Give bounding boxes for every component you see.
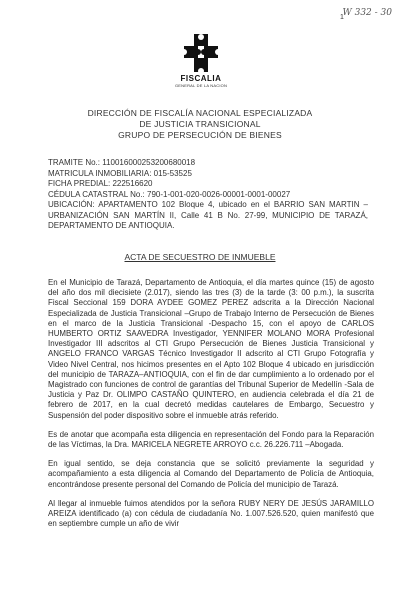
header-line-1: DIRECCIÓN DE FISCALÍA NACIONAL ESPECIALIZADA bbox=[87, 108, 313, 118]
handwritten-note: W 332 - 30 bbox=[342, 8, 392, 18]
header-line-3: GRUPO DE PERSECUCIÓN DE BIENES bbox=[118, 130, 282, 140]
logo-subtitle: GENERAL DE LA NACION bbox=[174, 83, 228, 88]
page-number: 1 bbox=[340, 14, 344, 21]
case-metadata bbox=[48, 158, 368, 232]
fiscalia-logo bbox=[168, 34, 234, 88]
puzzle-logo-icon bbox=[180, 34, 222, 74]
paragraph: En el Municipio de Tarazá, Departamento de Antioquia, el día martes quince (15) de agosto del año dos mil diecisiete (2.017), siendo las tres (3) de la tarde (3: 00 p.m.), la suscrita Fiscal Seccional 159 DORA AYDEE GOMEZ PEREZ adscrita a la Dirección Nacional Especializada de Justicia Transicional –Grupo de Trabajo Interno de Persecución de Bienes en el marco de la Justicia Transicional -Despacho 15, con el apoyo de CARLOS HUMBERTO ORTIZ SAAVEDRA Investigador, YENNIFER MOLANO MORA Profesional Investigador III adscritos al CTI Grupo Persecución de Bienes Justicia Transicional y ANGELO FRANCO VARGAS Técnico Investigador II adscrito al CTI Grupo Fotografía y Video Nivel Central, nos hicimos presentes en el Apto 102 Bloque 4 ubicado en jurisdicción del municipio de TARAZA–ANTIOQUIA, con el fin de dar cumplimiento a lo ordenado por el Magistrado con funciones de control de garantías del Tribunal Superior de Medellín -Sala de Justicia y Paz Dr. OLIMPO CASTAÑO QUINTERO, en audiencia celebrada el día 21 de febrero de 2017, en la cual decretó medidas cautelares de Embargo, Secuestro y Suspensión del poder dispositivo sobre el inmueble atrás referido. bbox=[48, 278, 374, 420]
cedula-catastral: CÉDULA CATASTRAL No.: 790-1-001-020-0026-00001-0001-00027 bbox=[48, 189, 291, 199]
ficha-predial: FICHA PREDIAL: 222516620 bbox=[48, 179, 153, 188]
acta-title-text: ACTA DE SECUESTRO DE INMUEBLE bbox=[124, 252, 276, 262]
paragraph: Al llegar al inmueble fuimos atendidos por la señora RUBY NERY DE JESÚS JARAMILLO AREIZA identificado (a) con cédula de ciudadanía No. 1.007.526.520, quien manifestó que en septiembre cumple un año de vivir bbox=[48, 498, 374, 529]
logo-name: FISCALIA bbox=[180, 74, 222, 83]
ubicacion: UBICACIÓN: APARTAMENTO 102 Bloque 4, ubicado en el BARRIO SAN MARTIN –URBANIZACIÓN SAN MARTÍN II, Calle 41 B No. 27-99, MUNICIPIO DE TARAZÁ, DEPARTAMENTO DE ANTIOQUIA. bbox=[48, 200, 368, 230]
header-line-2: DE JUSTICIA TRANSICIONAL bbox=[139, 119, 261, 129]
matricula-inmobiliaria: MATRICULA INMOBILIARIA: 015-53525 bbox=[48, 168, 192, 178]
document-body bbox=[48, 278, 374, 538]
document-header bbox=[0, 108, 400, 141]
acta-title bbox=[0, 252, 400, 262]
paragraph: En igual sentido, se deja constancia que se solicitó previamente la seguridad y acompañamiento a esta diligencia al Comando del Departamento de Policía de Antioquia, encontrándose presente personal del Comando de Policía del municipio de Tarazá. bbox=[48, 459, 374, 489]
paragraph: Es de anotar que acompaña esta diligencia en representación del Fondo para la Reparación de las Víctimas, la Dra. MARICELA NEGRETE ARROYO c.c. 26.226.711 –Abogada. bbox=[48, 429, 374, 450]
tramite-number: TRAMITE No.: 110016000253200680018 bbox=[48, 158, 196, 167]
